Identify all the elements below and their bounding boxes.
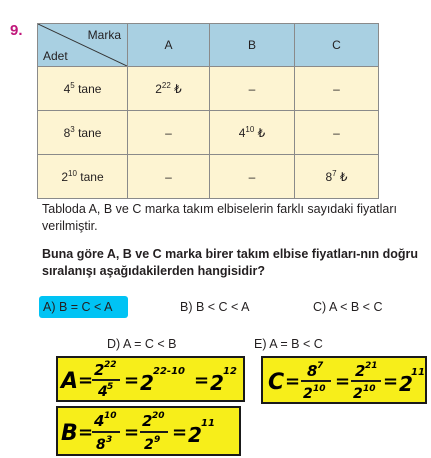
note-b-num2: 2 (142, 412, 153, 430)
count-exp: 3 (70, 125, 75, 134)
svg-text:=: = (335, 371, 351, 392)
handwritten-note-b (56, 406, 241, 456)
note-a-den-exp: 5 (107, 382, 114, 392)
note-a-num: 2 (94, 361, 105, 379)
brand-header-b: B (210, 24, 295, 67)
price-exp: 22 (161, 81, 171, 90)
count-exp: 5 (70, 81, 75, 90)
handwritten-note-a (56, 356, 245, 402)
count-exp: 10 (68, 169, 77, 178)
price-cell (295, 155, 379, 199)
price-exp: 7 (332, 169, 337, 178)
svg-text:=: = (172, 422, 188, 443)
note-c-den2: 2 (353, 386, 363, 402)
svg-text:=: = (78, 422, 94, 443)
note-c-drawing (263, 358, 425, 402)
note-c-den1: 2 (303, 386, 313, 402)
option-c[interactable]: C) A < B < C (313, 300, 383, 314)
note-b-result-base: 2 (188, 423, 202, 447)
note-a-rhs-base: 2 (140, 371, 154, 395)
note-b-num1: 4 (94, 412, 105, 430)
count-base: 4 (63, 82, 71, 96)
price-table (37, 23, 379, 199)
lira-sign: ₺ (257, 126, 266, 140)
note-b-label: B (61, 421, 78, 446)
note-c-num2: 2 (355, 362, 366, 380)
note-c-num1-exp: 7 (317, 361, 324, 371)
note-a-num-exp: 22 (104, 360, 117, 370)
empty-cell: – (210, 67, 295, 111)
question-paragraph: Tabloda A, B ve C marka takım elbiselerin farklı sayıdaki fiyatları verilmiştir. (42, 202, 398, 233)
price-base: 8 (325, 170, 333, 184)
price-base: 4 (238, 126, 246, 140)
table-header-row (38, 24, 379, 67)
note-c-label: C (268, 370, 285, 395)
note-b-den1-exp: 3 (106, 435, 113, 445)
note-a-label: A (61, 369, 79, 394)
count-base: 8 (63, 126, 71, 140)
svg-text:=: = (124, 422, 140, 443)
header-adet: Adet (43, 49, 68, 63)
note-a-result-base: 2 (210, 371, 224, 395)
empty-cell: – (128, 111, 210, 155)
table-row (38, 111, 379, 155)
handwritten-note-c (261, 356, 427, 404)
note-b-den2-exp: 9 (154, 435, 161, 445)
row-count-cell (38, 67, 128, 111)
svg-text:=: = (78, 370, 94, 391)
table-row (38, 67, 379, 111)
note-c-result-base: 2 (399, 372, 413, 396)
option-a-highlight[interactable] (39, 296, 128, 318)
price-exp: 10 (245, 125, 255, 134)
note-a-drawing (58, 358, 243, 400)
svg-text:=: = (285, 371, 301, 392)
note-b-den1: 8 (96, 437, 106, 453)
empty-cell: – (295, 111, 379, 155)
note-b-den2: 2 (144, 437, 154, 453)
empty-cell: – (128, 155, 210, 199)
option-d[interactable]: D) A = C < B (107, 337, 177, 351)
option-e[interactable]: E) A = B < C (254, 337, 323, 351)
option-b[interactable]: B) B < C < A (180, 300, 250, 314)
note-c-num2-exp: 21 (365, 361, 378, 371)
svg-text:=: = (383, 371, 399, 392)
note-b-result-exp: 11 (201, 418, 215, 429)
svg-text:=: = (124, 370, 140, 391)
header-marka: Marka (87, 28, 121, 42)
note-b-num2-exp: 20 (152, 411, 165, 421)
brand-header-a: A (128, 24, 210, 67)
price-cell (210, 111, 295, 155)
lira-sign: ₺ (174, 82, 182, 96)
empty-cell: – (295, 67, 379, 111)
svg-text:=: = (194, 370, 210, 391)
diagonal-header-cell (38, 24, 128, 67)
option-a[interactable]: A) B = C < A (43, 300, 113, 314)
price-cell (128, 67, 210, 111)
note-c-den1-exp: 10 (313, 384, 326, 394)
table-row (38, 155, 379, 199)
note-a-den: 4 (98, 384, 108, 400)
count-unit: tane (80, 170, 104, 184)
question-stem: Buna göre A, B ve C marka birer takım elbise fiyatları-nın doğru sıralanışı aşağıdakilerden hangisidir? (42, 247, 419, 278)
row-count-cell (38, 155, 128, 199)
note-a-result-exp: 12 (223, 366, 237, 377)
row-count-cell (38, 111, 128, 155)
note-a-rhs-exp: 22-10 (153, 366, 185, 377)
price-base: 2 (155, 82, 162, 96)
note-c-result-exp: 11 (411, 367, 425, 378)
count-base: 2 (61, 170, 69, 184)
note-c-den2-exp: 10 (363, 384, 376, 394)
count-unit: tane (78, 126, 102, 140)
note-c-num1: 8 (307, 362, 318, 380)
empty-cell: – (210, 155, 295, 199)
brand-header-c: C (295, 24, 379, 67)
count-unit: tane (78, 82, 102, 96)
question-number: 9. (10, 22, 23, 39)
note-b-num1-exp: 10 (104, 411, 117, 421)
lira-sign: ₺ (339, 170, 348, 184)
note-b-drawing (58, 408, 239, 454)
